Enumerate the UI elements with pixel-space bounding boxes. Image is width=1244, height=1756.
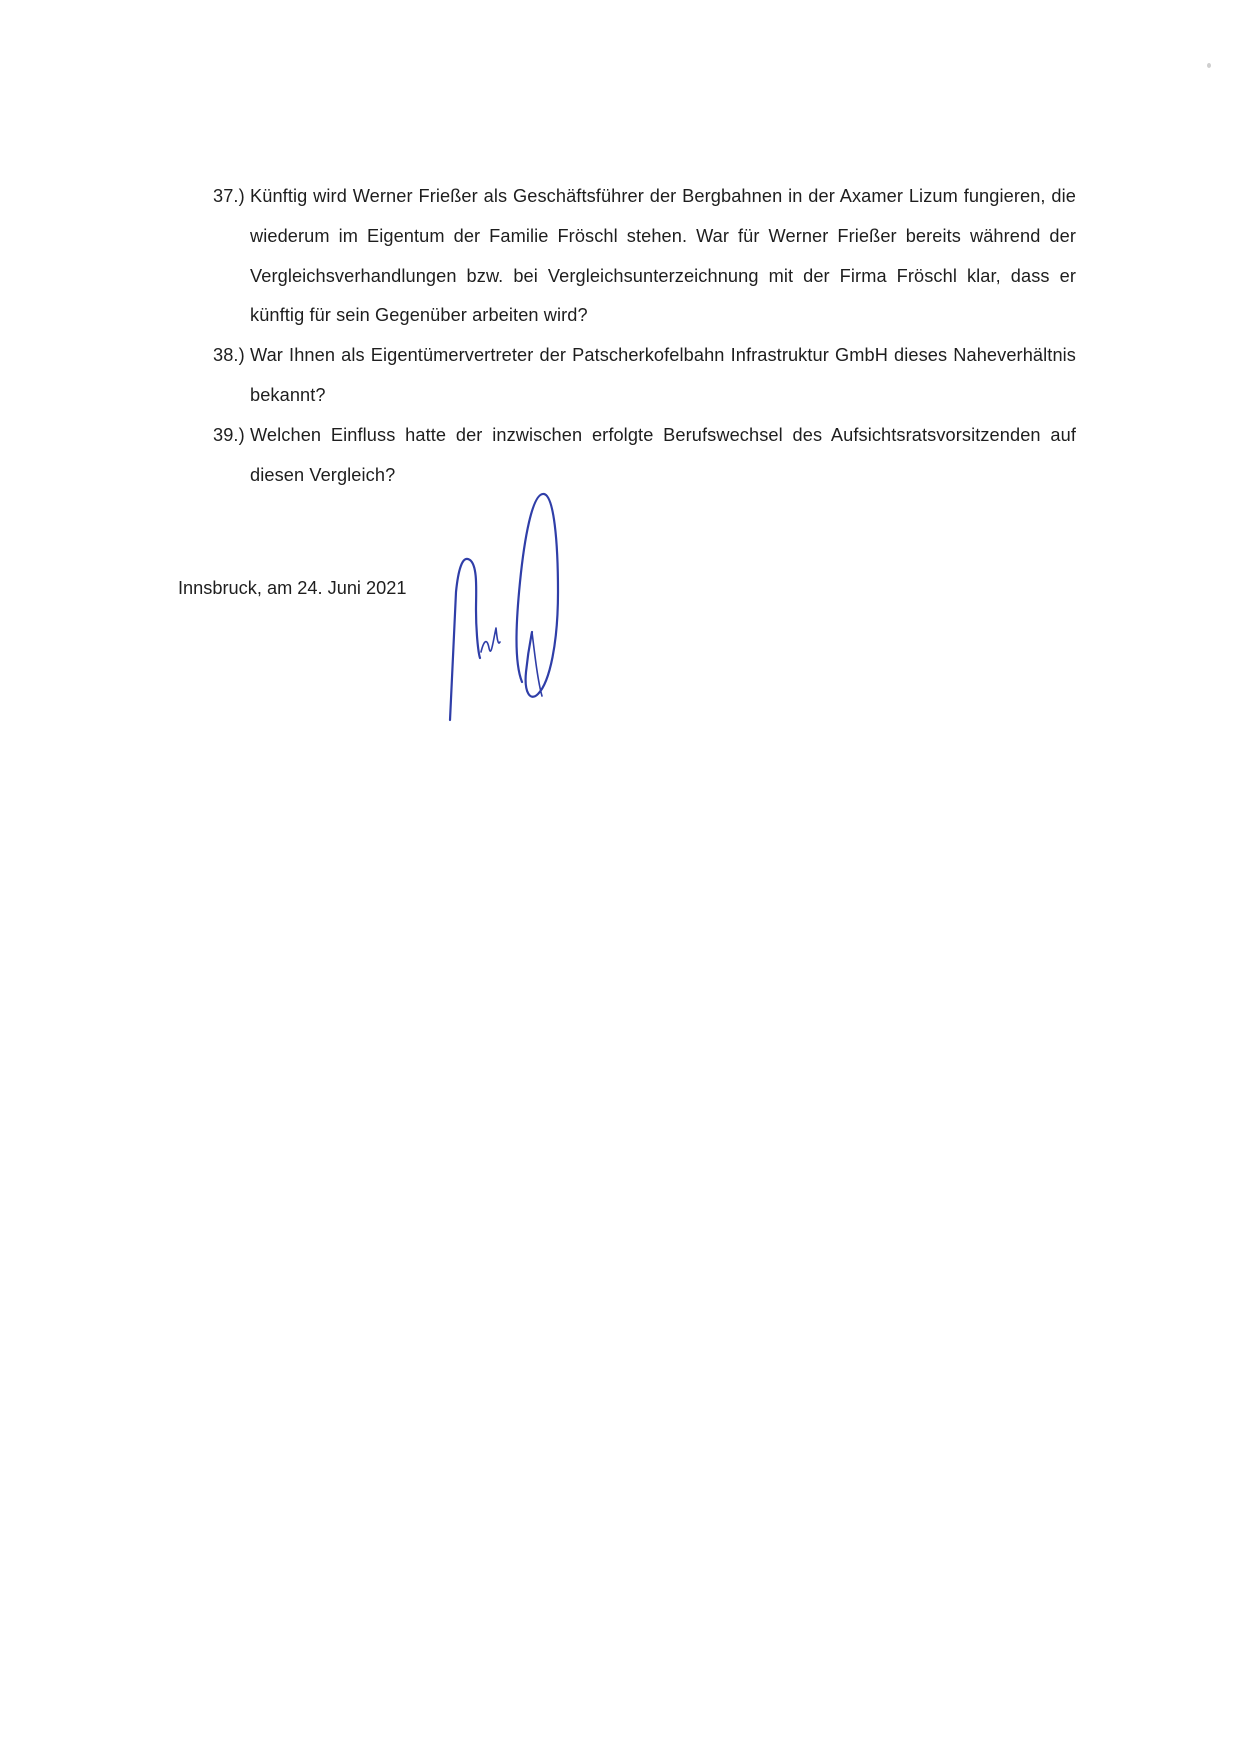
- question-text: Welchen Einfluss hatte der inzwischen erfolgte Berufswechsel des Aufsichtsratsvorsitzenden auf diesen Vergleich?: [250, 424, 1076, 485]
- handwritten-signature: [440, 482, 590, 732]
- question-37: [213, 177, 1076, 336]
- question-39: [213, 416, 1076, 496]
- scan-speck: [1207, 63, 1211, 68]
- question-38: [213, 336, 1076, 416]
- question-number: 37.): [213, 186, 245, 206]
- place-and-date: Innsbruck, am 24. Juni 2021: [178, 578, 407, 598]
- question-text: Künftig wird Werner Frießer als Geschäftsführer der Bergbahnen in der Axamer Lizum fungieren, die wiederum im Eigentum der Familie Fröschl stehen. War für Werner Frießer bereits während der Vergleichsverhandlungen bzw. bei Vergleichsunterzeichnung mit der Firma Fröschl klar, dass er künftig für sein Gegenüber arbeiten wird?: [250, 186, 1076, 326]
- question-number: 38.): [213, 345, 245, 366]
- question-number: 39.): [213, 424, 245, 445]
- question-text: War Ihnen als Eigentümervertreter der Patscherkofelbahn Infrastruktur GmbH dieses Naheverhältnis bekannt?: [250, 345, 1076, 405]
- question-list: [213, 177, 1076, 495]
